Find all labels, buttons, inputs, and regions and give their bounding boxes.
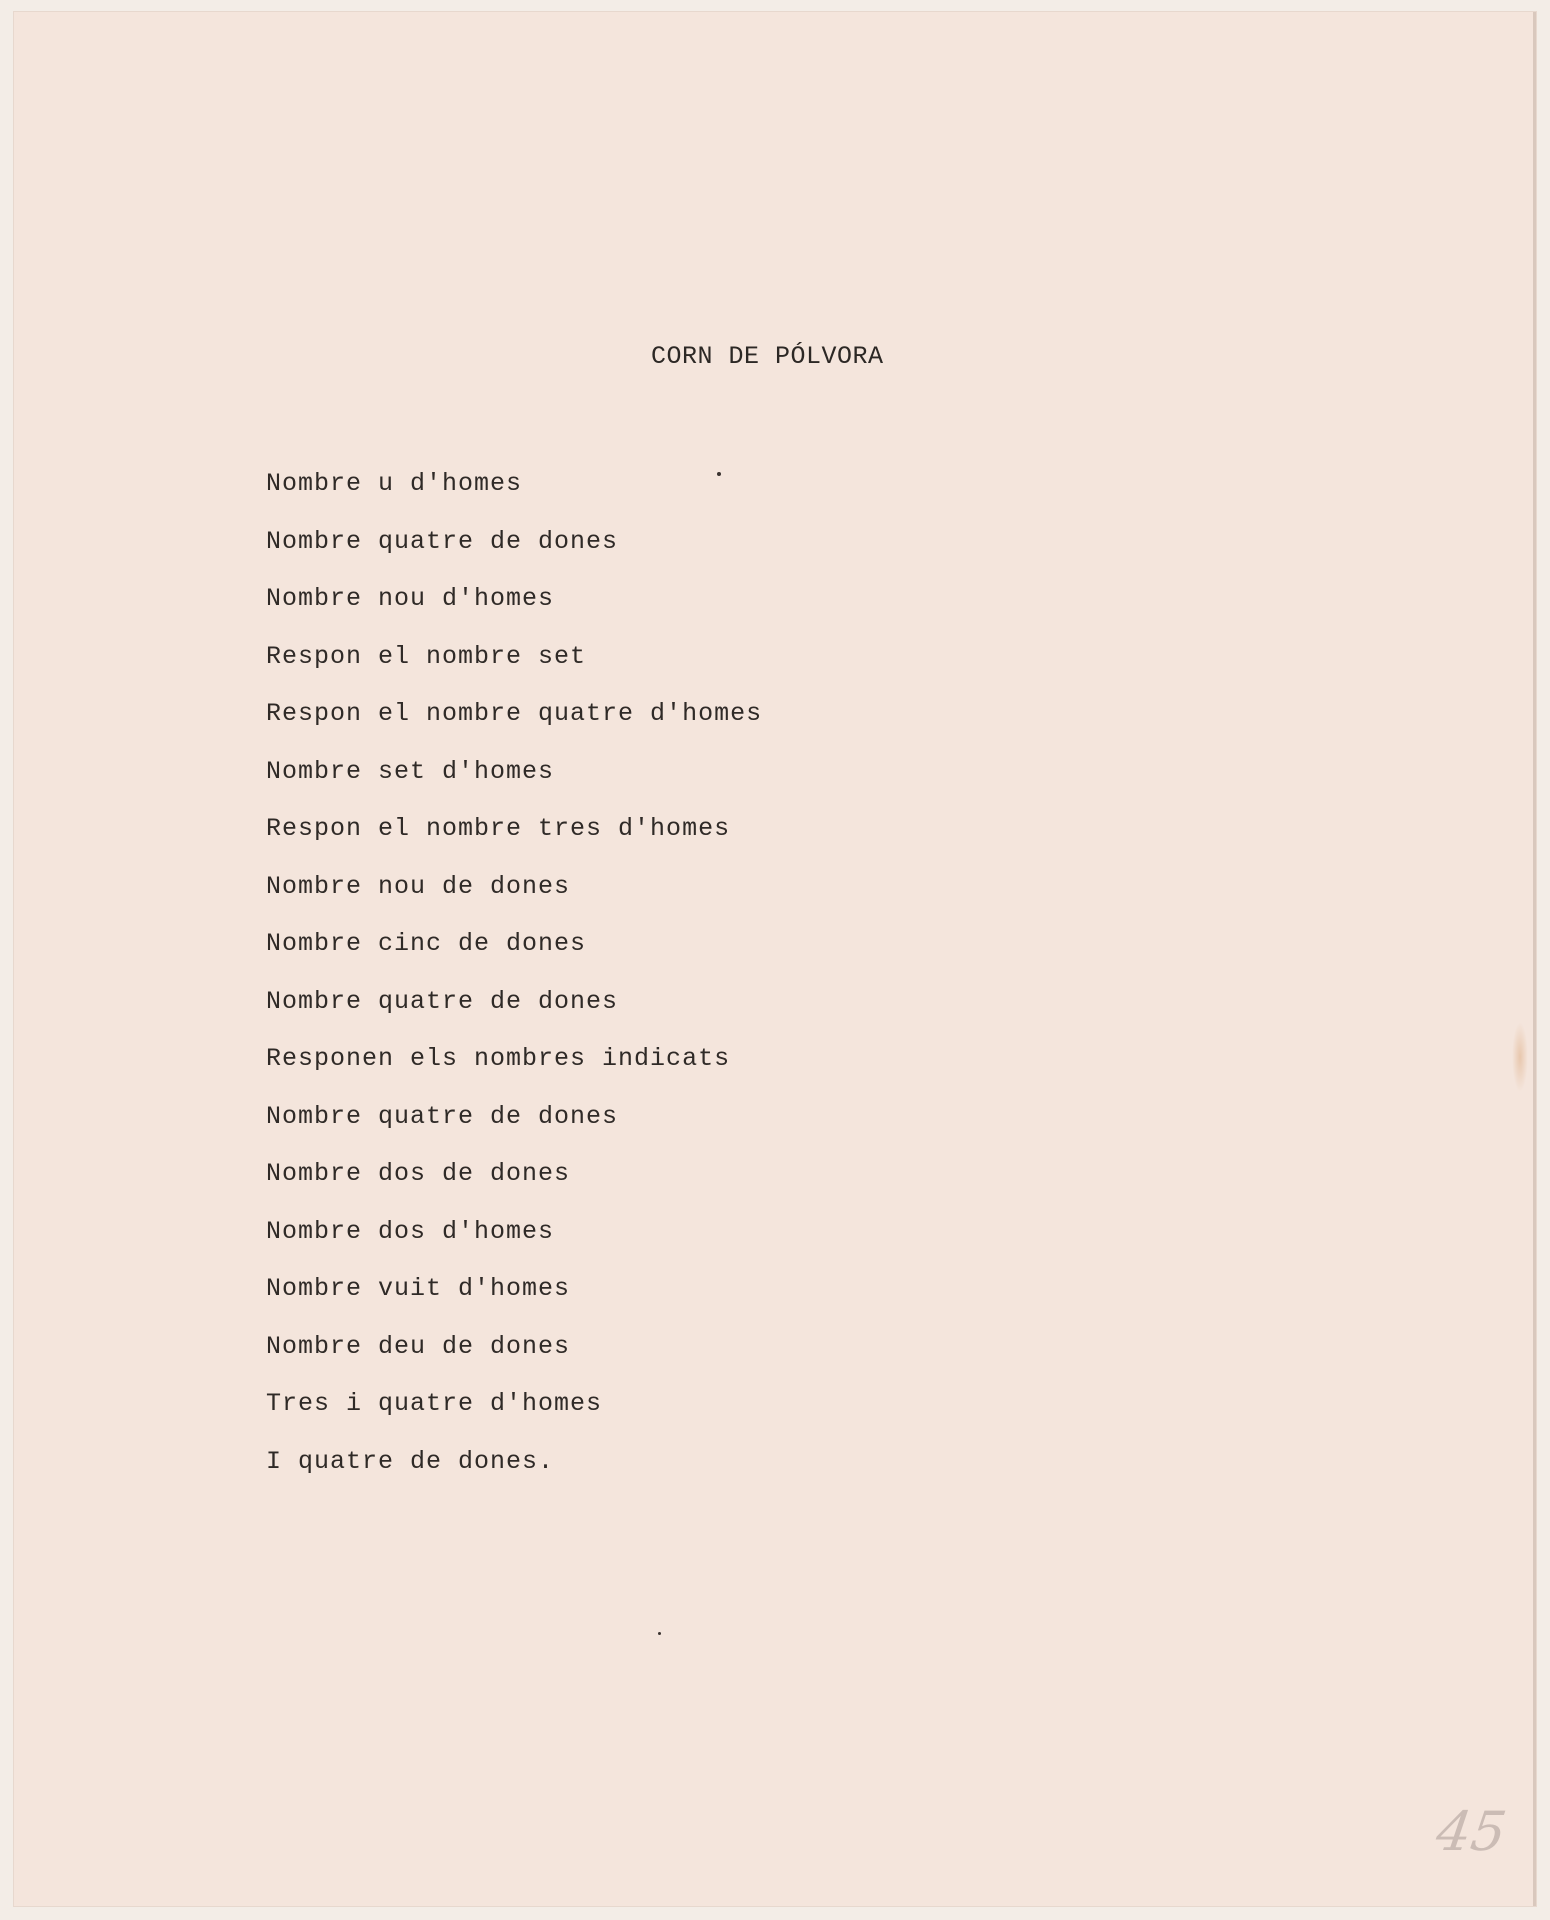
ink-speck bbox=[717, 472, 721, 476]
ink-speck bbox=[658, 1632, 661, 1635]
poem-line: Nombre dos de dones bbox=[266, 1159, 571, 1188]
poem-line: Respon el nombre tres d'homes bbox=[266, 814, 731, 843]
poem-line: Nombre set d'homes bbox=[266, 756, 555, 786]
poem-line: I quatre de dones. bbox=[266, 1446, 555, 1476]
poem-line: Nombre u d'homes bbox=[266, 469, 523, 498]
paper-stain bbox=[1512, 1022, 1528, 1092]
typewritten-page bbox=[14, 12, 1536, 1906]
poem-line: Respon el nombre quatre d'homes bbox=[266, 699, 763, 728]
poem-line: Nombre quatre de dones bbox=[266, 1101, 619, 1131]
poem-line: Nombre dos d'homes bbox=[266, 1216, 555, 1246]
poem-line: Tres i quatre d'homes bbox=[266, 1389, 603, 1418]
poem-line: Nombre quatre de dones bbox=[266, 986, 619, 1016]
poem-line: Nombre cinc de dones bbox=[266, 929, 587, 958]
poem-line: Responen els nombres indicats bbox=[266, 1044, 731, 1073]
poem-line: Nombre quatre de dones bbox=[266, 526, 619, 556]
poem-line: Nombre nou de dones bbox=[266, 871, 571, 901]
poem-line: Nombre deu de dones bbox=[266, 1331, 571, 1361]
page-number: 45 bbox=[1432, 1800, 1511, 1863]
poem-line: Respon el nombre set bbox=[266, 641, 587, 671]
poem-body bbox=[266, 455, 762, 1490]
poem-title: CORN DE PÓLVORA bbox=[651, 342, 884, 371]
poem-line: Nombre vuit d'homes bbox=[266, 1274, 571, 1303]
poem-line: Nombre nou d'homes bbox=[266, 584, 555, 613]
